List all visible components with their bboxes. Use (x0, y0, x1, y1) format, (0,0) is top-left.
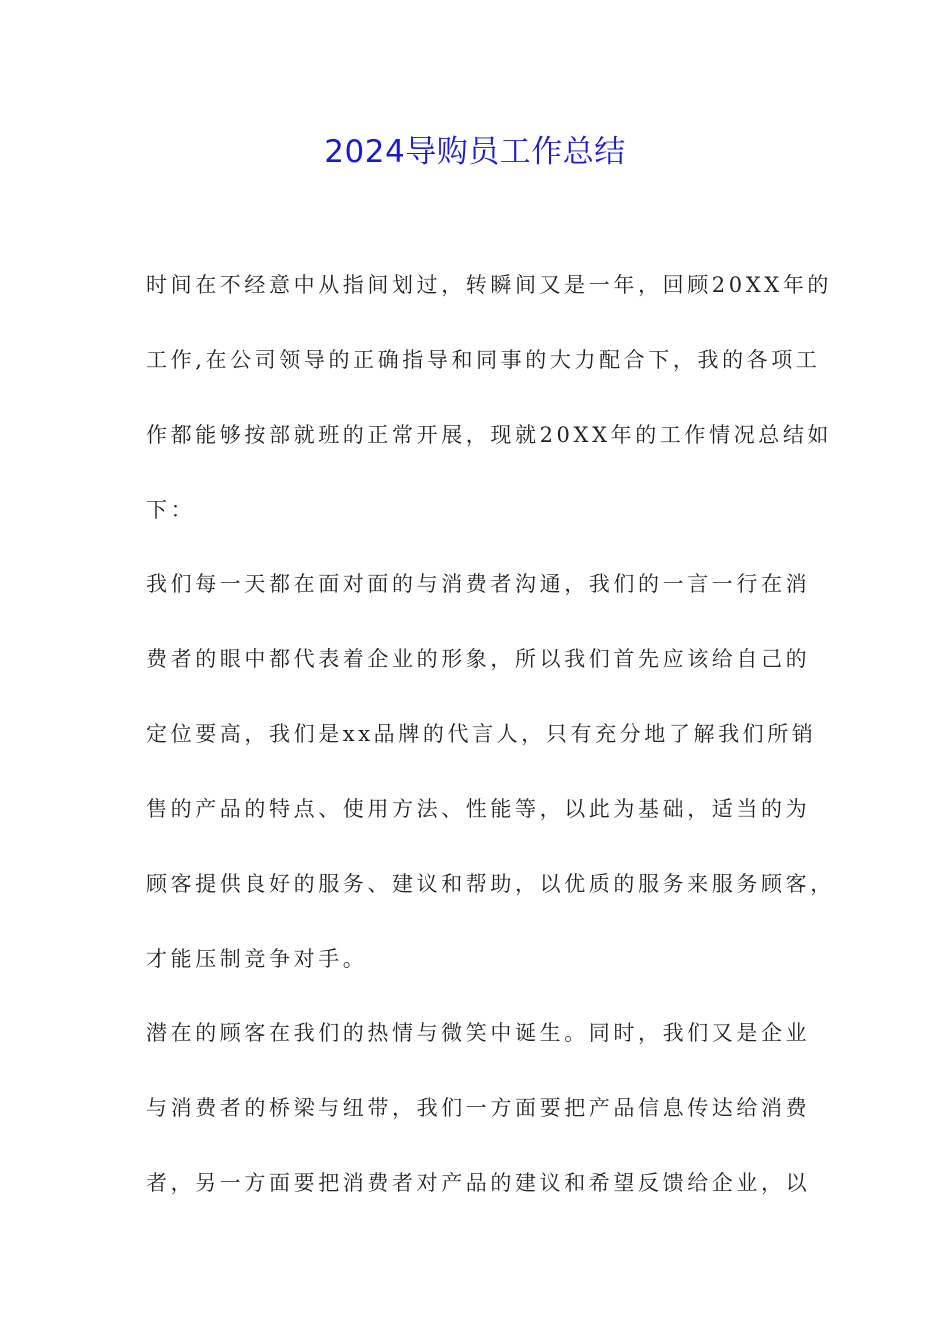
body-line-5: 我们每一天都在面对面的与消费者沟通，我们的一言一行在消 (146, 572, 811, 596)
body-line-4: 下： (146, 498, 196, 522)
body-line-13: 者，另一方面要把消费者对产品的建议和希望反馈给企业，以 (146, 1171, 811, 1195)
body-line-6: 费者的眼中都代表着企业的形象，所以我们首先应该给自己的 (146, 647, 811, 671)
document-title: 2024导购员工作总结 (324, 134, 626, 170)
body-line-8: 售的产品的特点、使用方法、性能等，以此为基础，适当的为 (146, 797, 811, 821)
body-line-7: 定位要高，我们是xx品牌的代言人，只有充分地了解我们所销 (146, 722, 817, 746)
body-line-11: 潜在的顾客在我们的热情与微笑中诞生。同时，我们又是企业 (146, 1021, 811, 1045)
body-line-12: 与消费者的桥梁与纽带，我们一方面要把产品信息传达给消费 (146, 1096, 811, 1120)
body-line-10: 才能压制竞争对手。 (146, 947, 368, 971)
body-line-2: 工作,在公司领导的正确指导和同事的大力配合下，我的各项工 (146, 348, 821, 372)
body-line-9: 顾客提供良好的服务、建议和帮助，以优质的服务来服务顾客， (146, 872, 835, 896)
body-line-3: 作都能够按部就班的正常开展，现就20XX年的工作情况总结如 (146, 423, 833, 447)
body-line-1: 时间在不经意中从指间划过，转瞬间又是一年，回顾20XX年的 (146, 273, 833, 297)
